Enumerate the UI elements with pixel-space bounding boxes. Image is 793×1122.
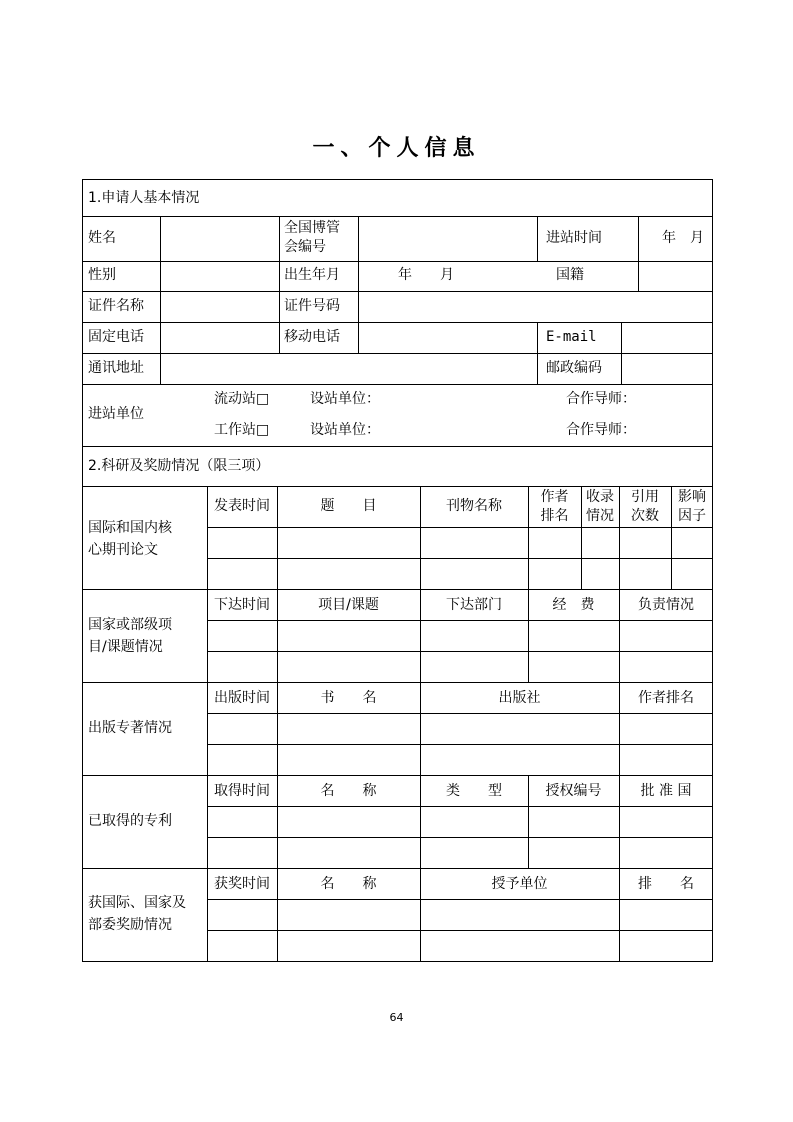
entry-time-label: 进站时间 — [546, 230, 602, 246]
papers-col-cite-line2: 次数 — [631, 508, 659, 524]
col-divider — [358, 216, 359, 353]
row-divider — [82, 291, 713, 292]
row-divider — [82, 261, 713, 262]
papers-col-index-line1: 收录 — [586, 489, 614, 505]
patents-col-name: 名 称 — [320, 783, 377, 799]
papers-col-if-line2: 因子 — [678, 508, 706, 524]
row-divider — [82, 216, 713, 217]
col-divider — [279, 216, 280, 353]
col-divider — [621, 322, 622, 384]
row-divider — [207, 744, 713, 745]
papers-col-author-line1: 作者 — [540, 489, 569, 505]
id-type-label: 证件名称 — [88, 298, 144, 314]
boguanhui-label-line1: 全国博管 — [284, 220, 340, 236]
work-station-option: 工作站□ — [214, 422, 270, 438]
projects-label-line2: 目/课题情况 — [88, 639, 163, 655]
id-number-label: 证件号码 — [284, 298, 340, 314]
projects-col-dept: 下达部门 — [446, 597, 502, 613]
row-divider — [207, 713, 713, 714]
patents-col-type: 类 型 — [446, 783, 502, 799]
patents-col-time: 取得时间 — [214, 783, 270, 799]
row-divider — [82, 322, 713, 323]
row-divider — [82, 353, 713, 354]
address-label: 通讯地址 — [88, 360, 144, 376]
name-label: 姓名 — [88, 230, 116, 246]
row-divider — [207, 620, 713, 621]
row-divider — [207, 837, 713, 838]
supervisor-label: 合作导师： — [566, 391, 636, 407]
awards-col-unit: 授予单位 — [491, 876, 548, 892]
row-divider — [82, 384, 713, 385]
row-divider — [207, 651, 713, 652]
page-title: 一、个人信息 — [312, 136, 481, 161]
station-unit-label: 设站单位： — [310, 422, 380, 438]
awards-label-line2: 部委奖励情况 — [88, 917, 172, 933]
papers-col-cite-line1: 引用 — [631, 489, 659, 505]
section1-heading: 1.申请人基本情况 — [88, 190, 200, 206]
section2-heading: 2.科研及奖励情况（限三项） — [88, 458, 270, 474]
papers-label-line2: 心期刊论文 — [88, 542, 158, 558]
page-number: 64 — [389, 1011, 404, 1024]
station-unit-label: 设站单位： — [310, 391, 380, 407]
papers-col-title: 题 目 — [320, 498, 377, 514]
papers-col-if-line1: 影响 — [678, 489, 706, 505]
patents-label: 已取得的专利 — [88, 813, 172, 829]
birth-value: 年 月 — [398, 267, 454, 283]
projects-label-line1: 国家或部级项 — [88, 617, 172, 633]
projects-col-funds: 经 费 — [552, 597, 595, 613]
mobile-label: 移动电话 — [284, 329, 340, 345]
birth-label: 出生年月 — [284, 267, 340, 283]
gender-label: 性别 — [88, 267, 116, 283]
phone-label: 固定电话 — [88, 329, 144, 345]
col-divider — [537, 216, 538, 261]
row-divider — [207, 806, 713, 807]
col-divider — [537, 322, 538, 384]
patents-col-country: 批 准 国 — [640, 783, 692, 799]
row-divider — [207, 930, 713, 931]
books-col-publisher: 出版社 — [498, 690, 541, 706]
awards-col-rank: 排 名 — [638, 876, 694, 892]
boguanhui-label-line2: 会编号 — [284, 239, 326, 255]
awards-label-line1: 获国际、国家及 — [88, 895, 186, 911]
books-col-name: 书 名 — [320, 690, 377, 706]
entry-unit-label: 进站单位 — [88, 406, 144, 422]
books-col-rank: 作者排名 — [638, 690, 694, 706]
email-label: E-mail — [546, 329, 597, 345]
awards-col-time: 获奖时间 — [214, 876, 270, 892]
projects-col-time: 下达时间 — [214, 597, 270, 613]
patents-col-number: 授权编号 — [545, 783, 602, 799]
nationality-label: 国籍 — [556, 267, 584, 283]
col-divider — [160, 216, 161, 384]
row-divider — [82, 446, 713, 447]
postcode-label: 邮政编码 — [546, 360, 602, 376]
projects-col-project: 项目/课题 — [318, 597, 379, 613]
entry-time-value: 年 月 — [662, 230, 704, 246]
papers-col-time: 发表时间 — [214, 498, 270, 514]
books-label: 出版专著情况 — [88, 720, 172, 736]
books-col-time: 出版时间 — [214, 690, 270, 706]
papers-col-index-line2: 情况 — [586, 508, 614, 524]
supervisor-label: 合作导师： — [566, 422, 636, 438]
row-divider — [207, 899, 713, 900]
awards-col-name: 名 称 — [320, 876, 377, 892]
projects-col-role: 负责情况 — [638, 597, 694, 613]
row-divider — [207, 527, 713, 528]
papers-col-journal: 刊物名称 — [446, 498, 502, 514]
papers-col-author-line2: 排名 — [540, 508, 569, 524]
col-divider — [638, 216, 639, 291]
mobile-station-option: 流动站□ — [214, 391, 270, 407]
row-divider — [207, 558, 713, 559]
papers-label-line1: 国际和国内核 — [88, 520, 172, 536]
